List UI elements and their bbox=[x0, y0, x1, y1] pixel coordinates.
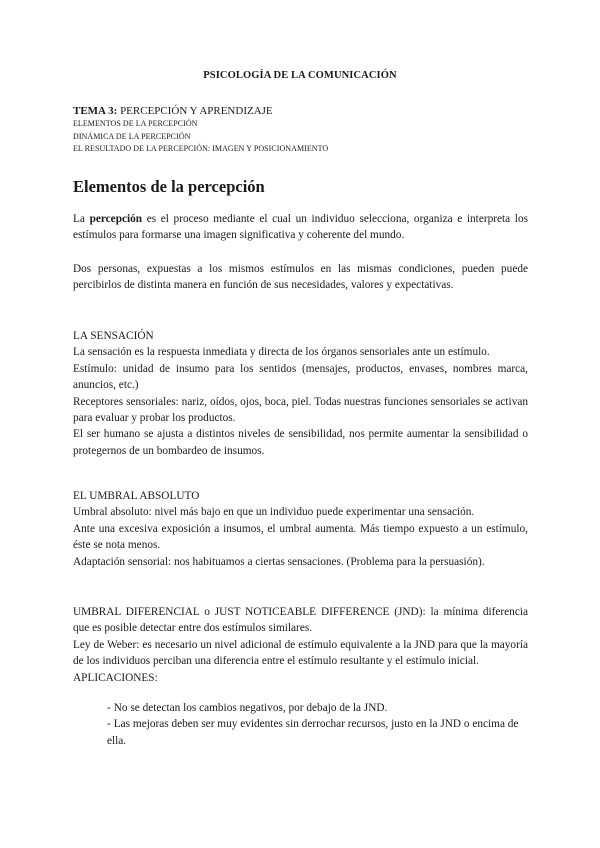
topic-header bbox=[73, 104, 533, 156]
paragraph-line: UMBRAL DIFERENCIAL o JUST NOTICEABLE DIFFERENCE (JND): la mínima diferencia que es posible detectar entre dos estímulos similares. bbox=[73, 606, 528, 635]
bullet-dash: - bbox=[107, 718, 111, 731]
subtopic-item: DINÁMICA DE LA PERCEPCIÓN bbox=[73, 131, 191, 141]
paragraph-line: Adaptación sensorial: nos habituamos a ciertas sensaciones. (Problema para la persuasión). bbox=[73, 555, 485, 568]
topic-name: PERCEPCIÓN Y APRENDIZAJE bbox=[120, 105, 273, 117]
list-item-text: No se detectan los cambios negativos, por debajo de la JND. bbox=[113, 702, 388, 714]
list-item bbox=[107, 716, 528, 749]
list-item-text: Las mejoras deben ser muy evidentes sin derrochar recursos, justo en la JND o encima de ella. bbox=[107, 718, 519, 747]
paragraph-line: Estímulo: unidad de insumo para los sentidos (mensajes, productos, envases, nombres marca, anuncios, etc.) bbox=[73, 362, 528, 392]
subtopic-item: ELEMENTOS DE LA PERCEPCIÓN bbox=[73, 119, 198, 128]
paragraph-line: Receptores sensoriales: nariz, oídos, ojos, boca, piel. Todas nuestras funciones sensoriales se activan para evaluar y probar los productos. bbox=[73, 395, 528, 425]
list-item bbox=[107, 700, 528, 716]
paragraph-perception-diff bbox=[73, 261, 528, 294]
intro-text-before: La bbox=[73, 213, 90, 225]
subsection-heading: EL UMBRAL ABSOLUTO bbox=[73, 490, 200, 502]
section-umbral-absoluto bbox=[73, 488, 528, 570]
subsection-heading: LA SENSACIÓN bbox=[73, 330, 154, 342]
paragraph-line: El ser humano se ajusta a distintos niveles de sensibilidad, nos permite aumentar la sensibilidad o protegernos de un bombardeo de insumos. bbox=[73, 428, 528, 457]
subtopic-item: EL RESULTADO DE LA PERCEPCIÓN: IMAGEN Y POSICIONAMIENTO bbox=[73, 144, 329, 153]
intro-term: percepción bbox=[89, 213, 143, 225]
document-title: PSICOLOGÍA DE LA COMUNICACIÓN bbox=[203, 70, 397, 81]
applications-list bbox=[107, 700, 528, 749]
bullet-dash: - bbox=[107, 702, 111, 714]
section-title: Elementos de la percepción bbox=[73, 177, 265, 196]
paragraph-line: Umbral absoluto: nivel más bajo en que un individuo puede experimentar una sensación. bbox=[73, 506, 475, 519]
paragraph-text: Dos personas, expuestas a los mismos estímulos en las mismas condiciones, pueden puede percibirlos de distinta manera en función de sus necesidades, valores y expectativas. bbox=[73, 263, 528, 292]
paragraph-line: La sensación es la respuesta inmediata y directa de los órganos sensoriales ante un estímulo. bbox=[73, 346, 490, 359]
paragraph-line: Ley de Weber: es necesario un nivel adicional de estímulo equivalente a la JND para que la mayoría de los individuos perciban una diferencia entre el estímulo resultante y el estímulo inicial. bbox=[73, 638, 528, 668]
intro-text-after: es el proceso mediante el cual un individuo selecciona, organiza e interpreta los estímulos para formarse una imagen significativa y coherente del mundo. bbox=[73, 213, 528, 242]
topic-label: TEMA 3: bbox=[73, 105, 118, 117]
section-sensacion bbox=[73, 328, 528, 459]
intro-paragraph bbox=[73, 211, 528, 244]
applications-heading: APLICACIONES: bbox=[73, 671, 158, 684]
paragraph-line: Ante una excesiva exposición a insumos, el umbral aumenta. Más tiempo expuesto a un estímulo, éste se nota menos. bbox=[73, 522, 528, 552]
topic-heading bbox=[73, 104, 533, 118]
section-umbral-diferencial bbox=[73, 604, 528, 686]
